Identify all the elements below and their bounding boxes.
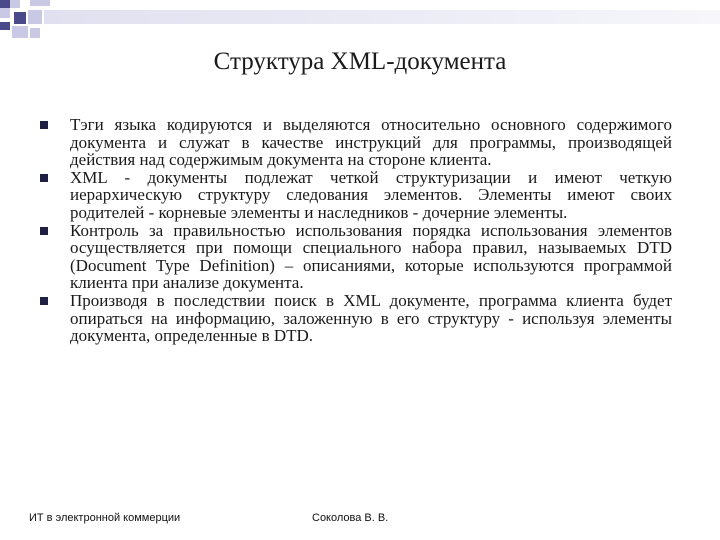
deco-square [28,10,42,24]
bullet-text: Тэги языка кодируются и выделяются относительно основного содержимого документа и служат в качестве инструкций для программы, производящей действия над содержимым документа на стороне клиента. [70,115,672,170]
deco-square [12,26,28,38]
square-bullet-icon [40,297,48,305]
deco-gradient-bar [44,10,720,24]
bullet-item [40,169,672,222]
deco-square [30,28,40,38]
deco-square [0,0,10,8]
bullet-list [40,116,672,345]
square-bullet-icon [40,174,48,182]
square-bullet-icon [40,121,48,129]
deco-square [10,0,20,8]
bullet-item [40,222,672,292]
bullet-text: Производя в последствии поиск в XML документе, программа клиента будет опираться на информацию, заложенную в его структуру - используя элементы документа, определенные в DTD. [70,290,672,346]
square-bullet-icon [40,227,48,235]
footer-author: Соколова В. В. [312,512,389,524]
bullet-item [40,292,672,345]
decorative-header-squares [0,0,720,40]
deco-square [0,8,10,18]
deco-square [30,0,50,6]
deco-square [0,22,10,30]
bullet-text: Контроль за правильностью использования порядка использования элементов осуществляется при помощи специального набора правил, называемых DTD (Document Type Definition) – описаниями, которые используются программой клиента при анализе документа. [70,220,672,293]
deco-square [14,12,26,24]
footer-course-title: ИТ в электронной коммерции [29,512,181,524]
bullet-item [40,116,672,169]
bullet-text: XML - документы подлежат четкой структуризации и имеют четкую иерархическую структуру следования элементов. Элементы имеют своих родителей - корневые элементы и наследников - дочерние элементы. [70,167,672,222]
slide-title: Структура XML-документа [213,48,507,75]
